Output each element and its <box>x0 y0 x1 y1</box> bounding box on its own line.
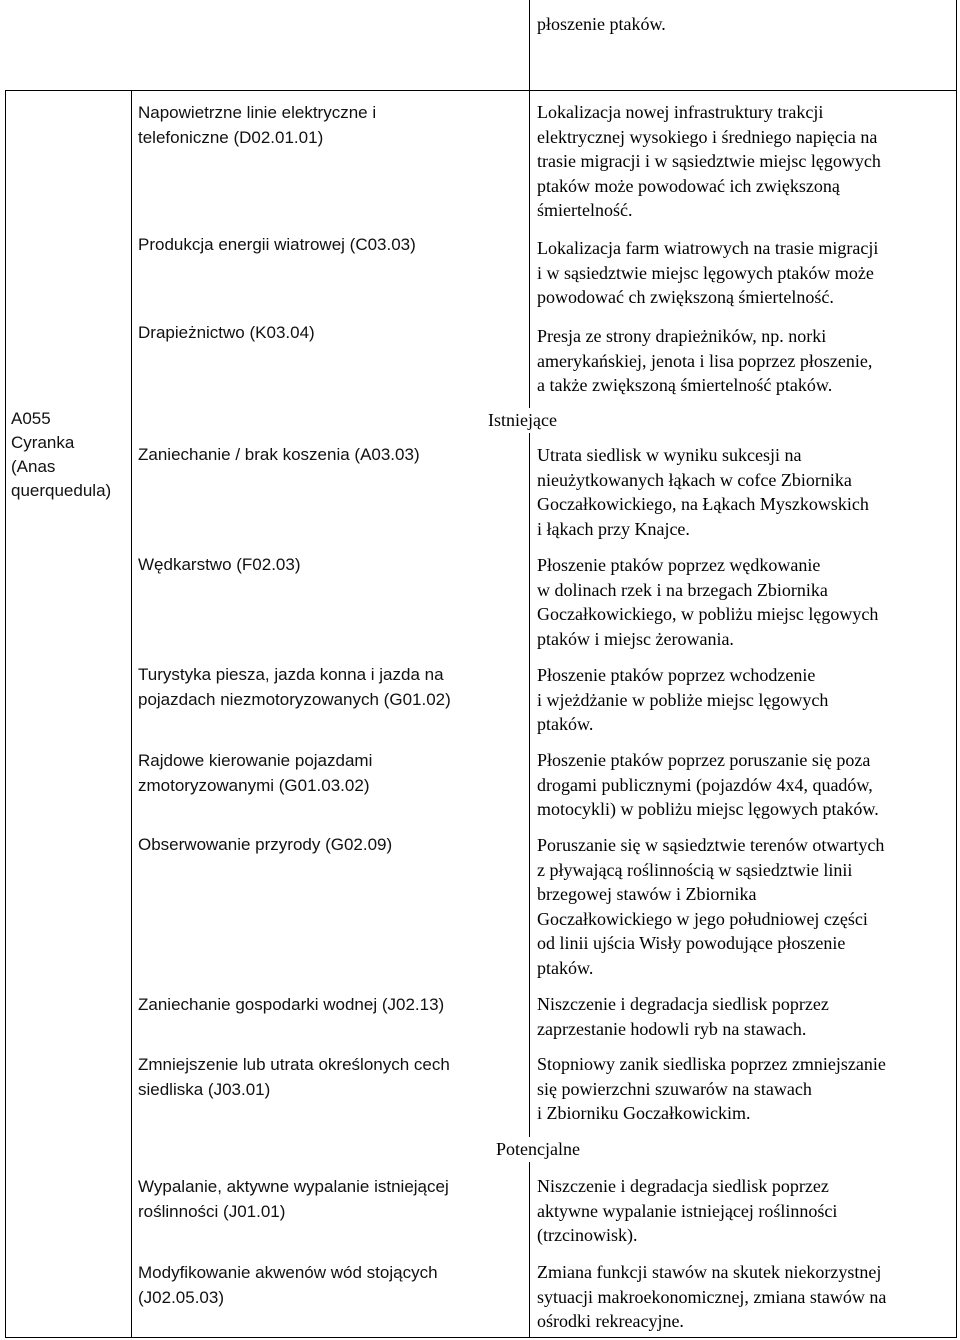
description-row-2: Lokalizacja farm wiatrowych na trasie migracji i w sąsiedztwie miejsc lęgowych ptaków może powodować ch zwiększoną śmiertelność. <box>537 238 879 307</box>
group-label-existing: Istniejące <box>486 408 559 433</box>
description-row-7: Płoszenie ptaków poprzez poruszanie się poza drogami publicznymi (pojazdów 4x4, quadów, motocykli) w pobliżu miejsc lęgowych ptaków. <box>537 750 879 819</box>
threat-row-11: Wypalanie, aktywne wypalanie istniejącej roślinności (J01.01) <box>138 1177 449 1221</box>
description-row-11: Niszczenie i degradacja siedlisk poprzez aktywne wypalanie istniejącej roślinności (trzcinowisk). <box>537 1176 838 1245</box>
threat-row-6: Turystyka piesza, jazda konna i jazda na pojazdach niezmotoryzowanych (G01.02) <box>138 665 451 709</box>
table-border-left <box>5 90 6 1338</box>
threat-row-10: Zmniejszenie lub utrata określonych cech siedliska (J03.01) <box>138 1055 450 1099</box>
description-row-1: Lokalizacja nowej infrastruktury trakcji elektrycznej wysokiego i średniego napięcia na trasie migracji i w sąsiedztwie miejsc lęgowych ptaków może powodować ich zwiększoną śmiertelność. <box>537 102 881 220</box>
description-row-3: Presja ze strony drapieżników, np. norki amerykańskiej, jenota i lisa poprzez płoszenie, a także zwiększoną śmiertelność ptaków. <box>537 326 873 395</box>
table-divider-species <box>131 90 132 1338</box>
threat-row-4: Zaniechanie / brak koszenia (A03.03) <box>138 445 420 464</box>
threat-row-8: Obserwowanie przyrody (G02.09) <box>138 835 393 854</box>
description-row-4: Utrata siedlisk w wyniku sukcesji na nieużytkowanych łąkach w cofce Zbiornika Goczałkowickiego, na Łąkach Myszkowskich i łąkach przy Knajce. <box>537 445 869 539</box>
description-row-12: Zmiana funkcji stawów na skutek niekorzystnej sytuacji makroekonomicznej, zmiana stawów na ośrodki rekreacyjne. <box>537 1262 887 1331</box>
continued-text-fragment: płoszenie ptaków. <box>537 14 666 34</box>
species-cell: A055 Cyranka (Anas querquedula) <box>11 409 112 500</box>
description-row-8: Poruszanie się w sąsiedztwie terenów otwartych z pływającą roślinnością w sąsiedztwie linii brzegowej stawów i Zbiornika Goczałkowickiego w jego południowej części od linii ujścia Wisły powodujące płoszenie ptaków. <box>537 835 885 978</box>
description-row-9: Niszczenie i degradacja siedlisk poprzez zaprzestanie hodowli ryb na stawach. <box>537 994 829 1039</box>
table-top-line <box>5 90 957 91</box>
description-row-6: Płoszenie ptaków poprzez wchodzenie i wjeżdżanie w pobliże miejsc lęgowych ptaków. <box>537 665 829 734</box>
threat-row-12: Modyfikowanie akwenów wód stojących (J02.05.03) <box>138 1263 438 1307</box>
threat-row-3: Drapieżnictwo (K03.04) <box>138 323 315 342</box>
description-row-10: Stopniowy zanik siedliska poprzez zmniejszanie się powierzchni szuwarów na stawach i Zbiorniku Goczałkowickim. <box>537 1054 886 1123</box>
threat-row-1: Napowietrzne linie elektryczne i telefoniczne (D02.01.01) <box>138 103 377 147</box>
group-label-potential: Potencjalne <box>494 1137 582 1162</box>
threat-row-9: Zaniechanie gospodarki wodnej (J02.13) <box>138 995 445 1014</box>
table-border-right <box>956 0 957 1338</box>
table-bottom-line <box>5 1337 957 1338</box>
description-row-5: Płoszenie ptaków poprzez wędkowanie w dolinach rzek i na brzegach Zbiornika Goczałkowickiego, w pobliżu miejsc lęgowych ptaków i miejsc żerowania. <box>537 555 879 649</box>
threat-row-7: Rajdowe kierowanie pojazdami zmotoryzowanymi (G01.03.02) <box>138 751 373 795</box>
threat-row-2: Produkcja energii wiatrowej (C03.03) <box>138 235 416 254</box>
threat-row-5: Wędkarstwo (F02.03) <box>138 555 301 574</box>
